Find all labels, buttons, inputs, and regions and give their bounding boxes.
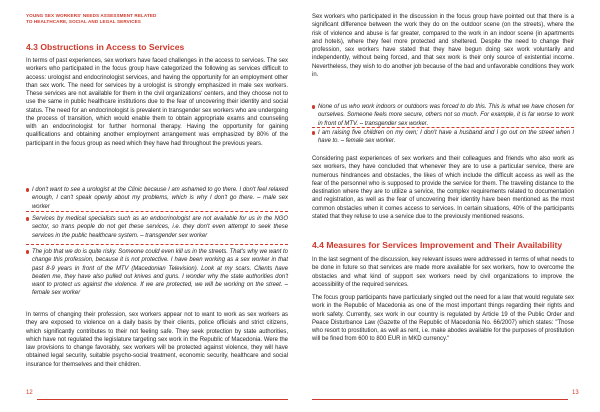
left-quote-3-text: The job that we do is quite risky. Someone could even kill us in the streets. That's why we want to change this profession, because it is not protective. I have been working as a sex worker in that past 8-9 years in front of the MTV (Macedonian Television). Look at my scars. Clients have beaten me, they have also pulled out knives and guns. I wonder why the state authorities don't want to protect us against the violence. If we are protected, we will be working on the street. – female sex worker [32,249,288,297]
quote-divider [26,244,288,245]
bullet-icon [26,250,29,253]
bullet-icon [312,105,315,108]
right-quote-2-text: I am raising five children on my own; I don't have a husband and I go out on the street when I have to. – female sex worker. [318,130,574,145]
running-head-line-1: YOUNG SEX WORKERS' NEEDS ASSESSMENT RELATED [26,13,157,18]
left-quote-1 [26,186,288,211]
bullet-icon [26,217,29,220]
left-quote-3 [26,248,288,298]
right-paragraph-3: In the last segment of the discussion, key relevant issues were addressed in terms of what needs to be done in future so that services are made more available for sex workers, how to overcome the obstacles and what kind of support sex workers need by civil organizations to improve the accessibility of the required services. [312,257,574,288]
bottom-rule-right [312,399,568,400]
left-quote-1-text: I don't want to see a urologist at the Clinic because I am ashamed to go there. I don't feel relaxed enough, I can't speak openly about my problems, which is why I don't go there. – male sex worker [32,187,288,210]
left-paragraph-1: In terms of past experiences, sex workers have faced challenges in the access to services. The sex workers who participated in the focus group have categorized the following as services difficult to access: urologist and endocrinologist services, and having the opportunity for an employment other than sex work. The need for services by a urologist is strongly emphasized in male sex workers. These services are not available for them in the civil organizations' centers, and they choose not to use the same in public healthcare institutions due to the fear of uncovering their identity and social status. The need for an endocrinologist is prevalent in transgender sex workers who are undergoing the process of transition, which would enable them to obtain appropriate exams and counseling with an endocrinologist for further hormonal therapy. Having the opportunity for gaining qualifications and obtaining another employment arrangement was emphasized by 80% of the participant in the focus group as need which they have had throughout the previous years. [26,58,288,147]
quote-divider [312,127,574,128]
left-quote-2-text: Services by medical specialists such as an endocrinologist are not available for us in the NGO sector, so trans people do not get these services, i.e. they don't even attempt to seek these services in the public healthcare system. – transgender sex worker [32,216,288,239]
section-heading-4-4: 4.4 Measures for Services Improvement and Their Availability [312,240,563,250]
quote-divider [26,211,288,212]
left-paragraph-2: In terms of changing their profession, sex workers appear not to want to work as sex workers as they are exposed to violence on a daily basis by their clients, police officials and strict citizens, which significantly contributes to their not feeling safe. They seek protection by state authorities, which have not regulated the legislature targeting sex work in the Republic of Macedonia. Were the law provisions to change favorably, sex workers will be protected against violence, they will have obtained legal security, suitable psycho-social treatment, economic security, healthcare and social insurance for themselves and their children. [26,312,288,368]
left-quote-2 [26,215,288,240]
running-head [26,13,156,25]
page-number-right: 13 [572,390,579,396]
right-quote-1 [312,103,574,128]
bullet-icon [312,131,315,134]
right-quote-1-text: None of us who work indoors or outdoors was forced to do this. This is what we have chosen for ourselves. Someone feels more secure, others not so much. For example, it is far worse to work in front of MTV. – transgender sex worker. [318,104,574,127]
right-paragraph-4: The focus group participants have particularly singled out the need for a law that would regulate sex work in the Republic of Macedonia as one of the most important things regarding their rights and work safety. Currently, sex work in our country is regulated by Article 19 of the Public Order and Peace Disturbance Law (Gazette of the Republic of Macedonia No. 66/2007) which states: "Those who resort to prostitution, as well as rent, i.e. make abodes available for the purposes of prostitution will be fined from 600 to 800 EUR in MKD currency." [312,295,574,343]
page-number-left: 12 [26,390,33,396]
right-paragraph-2: Considering past experiences of sex workers and their colleagues and friends who also work as sex workers, they have concluded that whenever they are to use a particular service, there are numerous hindrances and obstacles, the likes of which include the difficult access as well as the fear of the personnel who is supposed to provide the service for them. The traveling distance to the destination where they are to utilize a service, the complex requirements related to documentation and registration, as well as the fear of uncovering their identity have been mentioned as the most common obstacles when it comes access to services. In certain situations, 40% of the participants stated that they refuse to use a service due to the previously mentioned reasons. [312,156,574,220]
bullet-icon [26,188,29,191]
section-heading-4-3: 4.3 Obstructions in Access to Services [26,42,185,52]
right-paragraph-1: Sex workers who participated in the discussion in the focus group have pointed out that there is a significant difference between the work they do on the outdoor scene (on the streets), where the risk of violence and abuse is far greater, compared to the work in an indoor scene (in apartments and hotels), where they feel more protected and sheltered. Despite the need to change their profession, sex workers have stated that they have begun doing sex work voluntarily and independently, without being forced, and that sex work is their only source of existential income. Nevertheless, they wish to do another job because of the bad and unfavorable conditions they work in. [312,14,574,78]
bottom-rule-left [37,399,288,400]
running-head-line-2: TO HEALTHCARE, SOCIAL AND LEGAL SERVICES [26,19,141,24]
right-quote-2 [312,129,574,146]
